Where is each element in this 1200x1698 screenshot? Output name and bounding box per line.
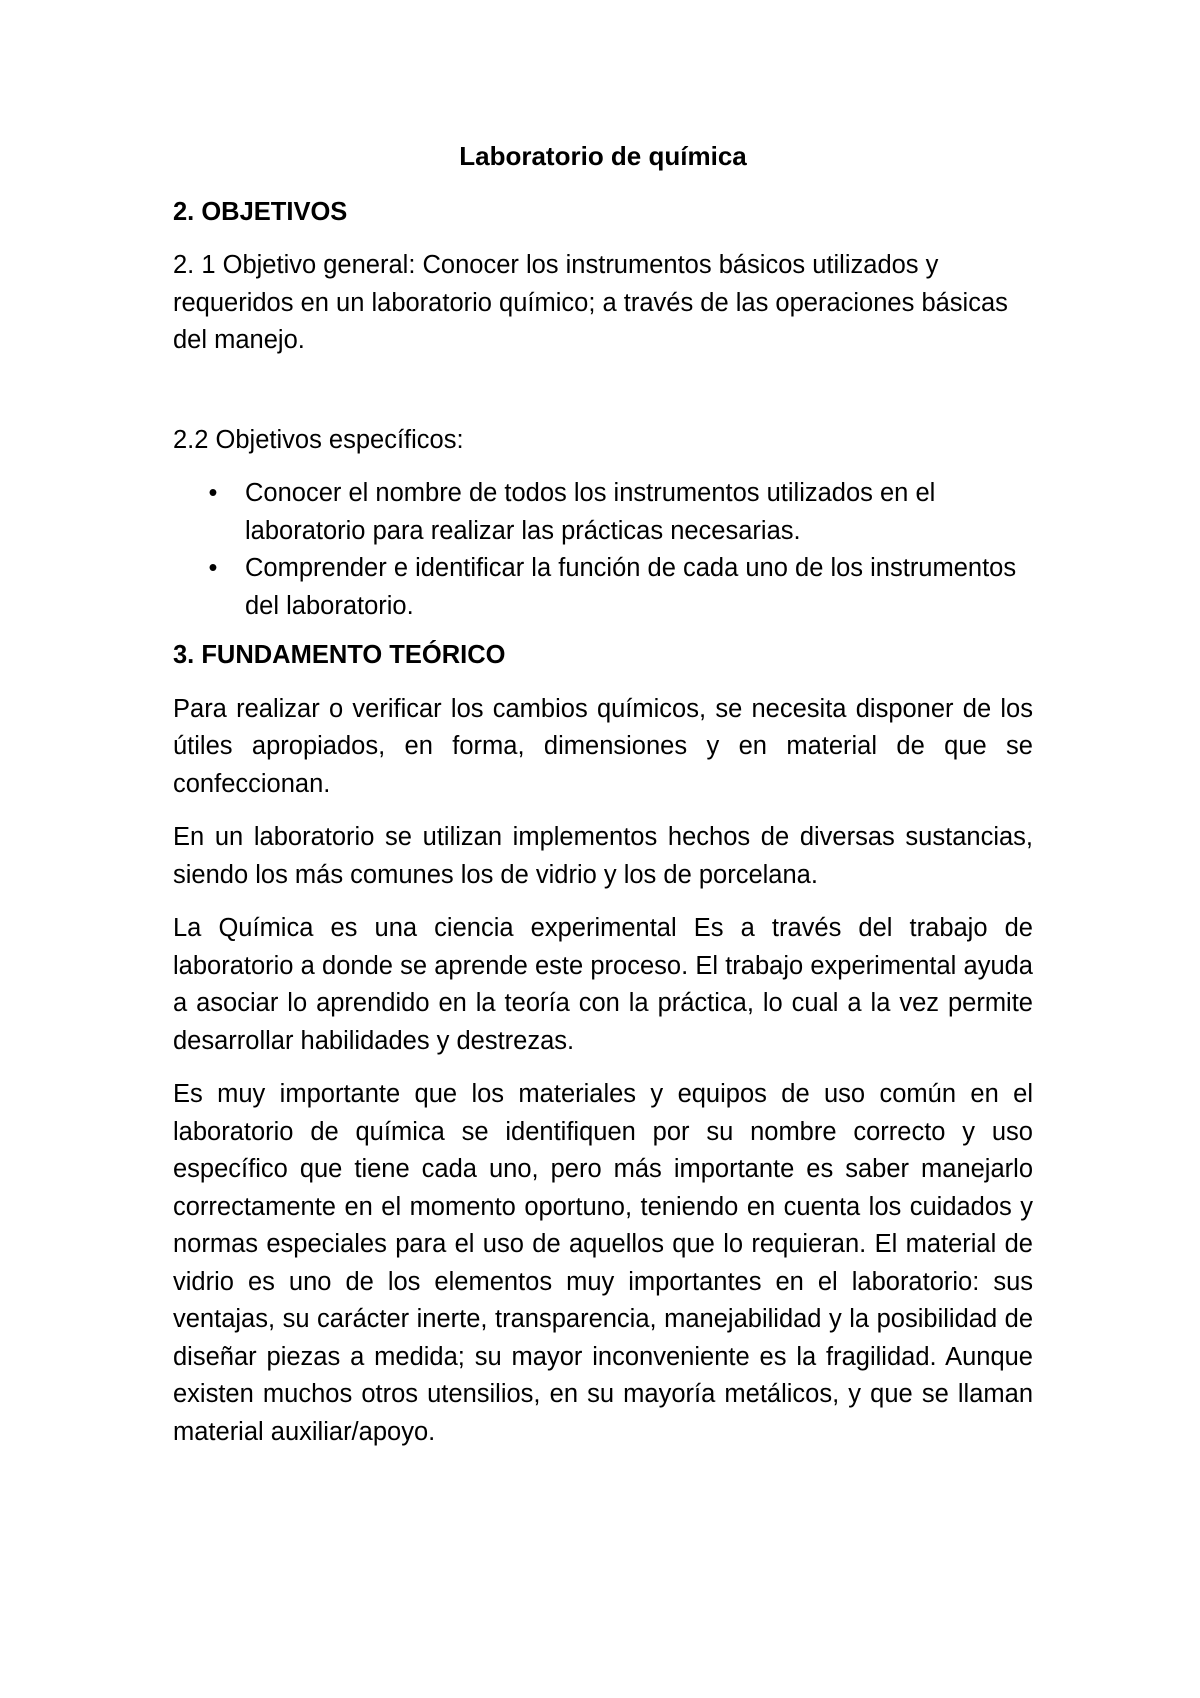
objetivo-general-paragraph: 2. 1 Objetivo general: Conocer los instrumentos básicos utilizados y requeridos en un laboratorio químico; a través de las operaciones básicas del manejo. xyxy=(173,251,1008,354)
objetivos-especificos-label: 2.2 Objetivos específicos: xyxy=(173,425,464,454)
list-item-text: Conocer el nombre de todos los instrumentos utilizados en el laboratorio para realizar las prácticas necesarias. xyxy=(245,479,936,545)
section-heading-objetivos: 2. OBJETIVOS xyxy=(173,197,348,226)
objetivos-especificos-list xyxy=(173,475,1033,625)
fundamento-paragraph-2: En un laboratorio se utilizan implementos hechos de diversas sustancias, siendo los más comunes los de vidrio y los de porcelana. xyxy=(173,823,1033,889)
fundamento-paragraph-3: La Química es una ciencia experimental Es a través del trabajo de laboratorio a donde se aprende este proceso. El trabajo experimental ayuda a asociar lo aprendido en la teoría con la práctica, lo cual a la vez permite desarrollar habilidades y destrezas. xyxy=(173,914,1033,1055)
document-title: Laboratorio de química xyxy=(459,141,747,171)
list-item-text: Comprender e identificar la función de cada uno de los instrumentos del laboratorio. xyxy=(245,554,1017,620)
bullet-icon: • xyxy=(208,479,218,507)
bullet-icon: • xyxy=(208,554,218,582)
document-content xyxy=(173,138,1033,1467)
section-heading-fundamento: 3. FUNDAMENTO TEÓRICO xyxy=(173,641,506,669)
list-item xyxy=(173,475,1033,550)
paragraph-spacer xyxy=(173,376,1033,422)
fundamento-paragraph-4: Es muy importante que los materiales y equipos de uso común en el laboratorio de química se identifiquen por su nombre correcto y uso específico que tiene cada uno, pero más importante es saber manejarlo correctamente en el momento oportuno, teniendo en cuenta los cuidados y normas especiales para el uso de aquellos que lo requieran. El material de vidrio es uno de los elementos muy importantes en el laboratorio: sus ventajas, su carácter inerte, transparencia, manejabilidad y la posibilidad de diseñar piezas a medida; su mayor inconveniente es la fragilidad. Aunque existen muchos otros utensilios, en su mayoría metálicos, y que se llaman material auxiliar/apoyo. xyxy=(173,1080,1033,1446)
fundamento-paragraph-1: Para realizar o verificar los cambios químicos, se necesita disponer de los útiles apropiados, en forma, dimensiones y en material de que se confeccionan. xyxy=(173,694,1033,798)
list-item xyxy=(173,550,1033,625)
